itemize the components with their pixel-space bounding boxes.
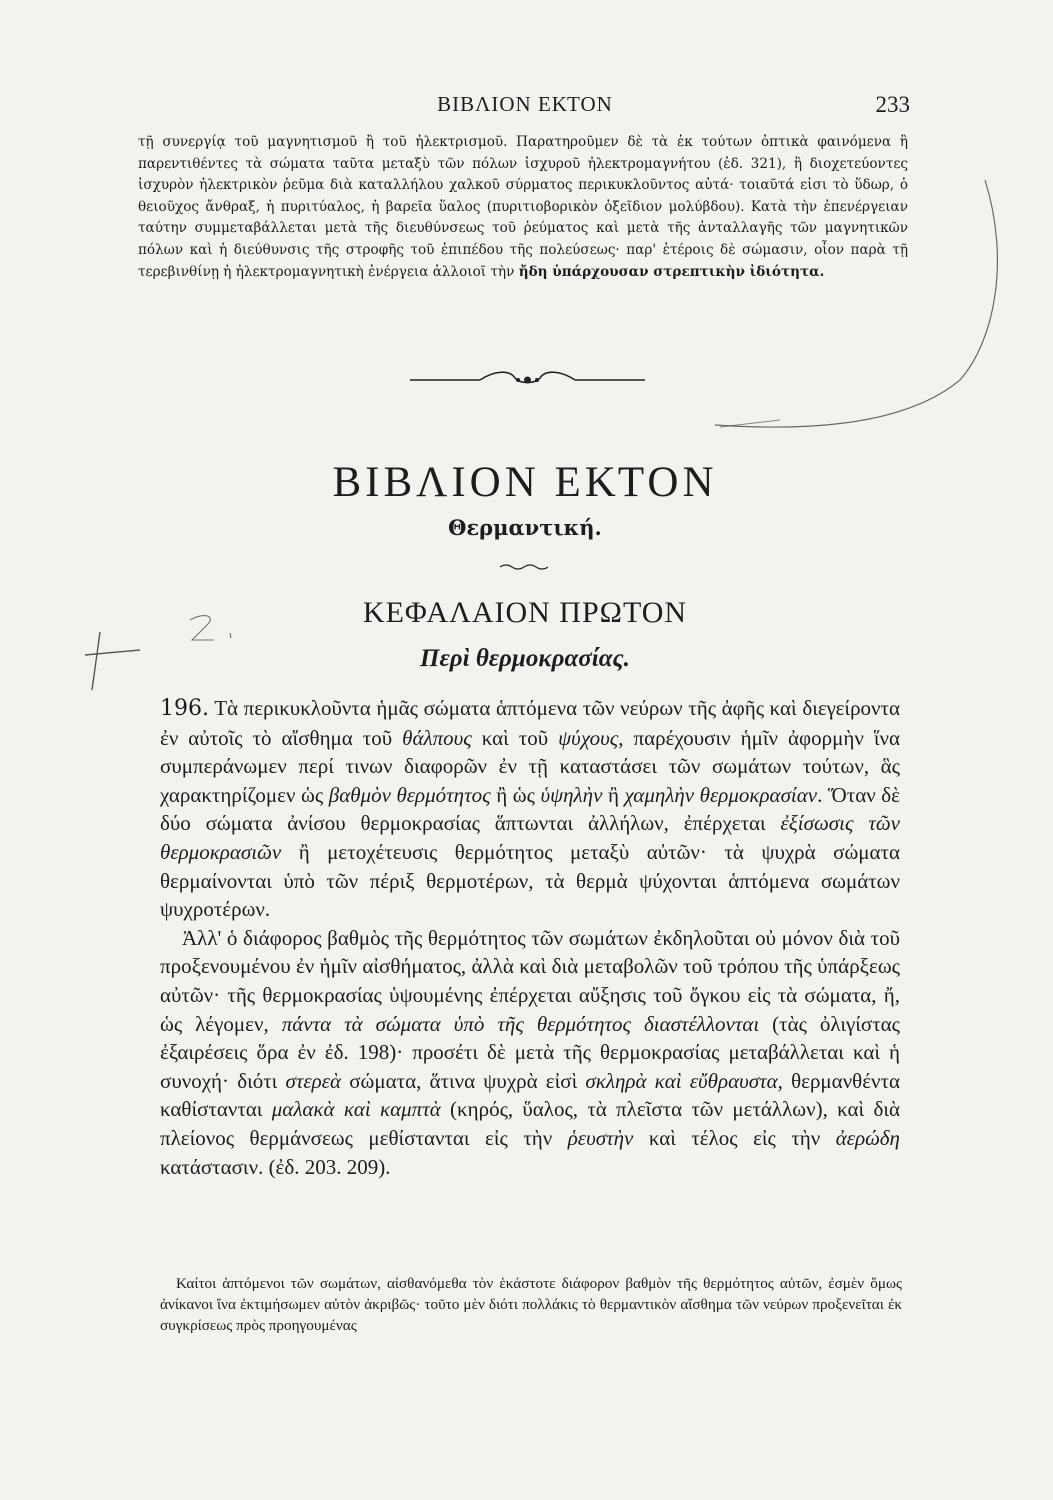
italic-term: πάντα τὰ σώματα ὑπὸ τῆς θερμότητος διαστέλλονται (281, 1011, 760, 1036)
text-run: , θερμανθέντα καθίστανται (160, 1068, 900, 1122)
text-run: Τὰ περικυκλοῦντα ἡμᾶς σώματα ἁπτόμενα τῶν νεύρων τῆς ἀφῆς καὶ διεγείροντα ἐν αὐτοῖς τὸ αἴσθημα τοῦ (160, 696, 900, 750)
italic-term: βαθμὸν θερμότητος (328, 782, 491, 807)
chapter-subtitle: Περὶ θερμοκρασίας. (420, 645, 630, 672)
running-title: ΒΙΒΛΙΟΝ ΕΚΤΟΝ (437, 92, 613, 116)
book-subtitle: Θερμαντική. (448, 515, 602, 540)
text-run: . Ὅταν δὲ δύο σώματα ἀνίσου θερμοκρασίας ἅπτωνται ἀλλήλων, ἐπέρχεται (160, 782, 900, 836)
book-title: ΒΙΒΛΙΟΝ ΕΚΤΟΝ (332, 459, 718, 506)
small-wavy-rule (500, 562, 548, 572)
italic-term: ἐξίσωσις τῶν θερμοκρασιῶν (160, 811, 900, 864)
italic-term: ῥευστὴν (567, 1125, 634, 1150)
italic-term: σκληρὰ καὶ εὔθραυστα (585, 1068, 778, 1093)
pencil-cross-mark (85, 632, 140, 690)
text-run: , παρέχουσιν ἡμῖν ἀφορμὴν ἵνα συμπεράνωμεν περί τινων διαφορῶν ἐν τῇ καταστάσει τῶν σωμάτων τούτων, ἃς χαρακτηρίζομεν ὡς (160, 725, 901, 807)
top-note-paragraph (138, 132, 908, 283)
text-run: ἢ (602, 782, 625, 807)
text-run: ἢ μετοχέτευσις θερμότητος μεταξὺ αὐτῶν· τὰ ψυχρὰ σώματα θερμαίνονται ὑπὸ τῶν πέριξ θερμοτέρων, τὰ θερμὰ ψύχονται ἁπτόμενα σωμάτων ψυχροτέρων. (160, 839, 900, 922)
top-note-ending: ἤδη ὑπάρχουσαν στρεπτικὴν ἰδιότητα. (518, 263, 825, 280)
body-text (160, 694, 900, 1181)
pencil-tick (720, 420, 780, 427)
text-run: καὶ τέλος εἰς τὴν (633, 1125, 836, 1150)
paragraph-196 (160, 694, 900, 924)
italic-term: στερεὰ (285, 1068, 342, 1093)
text-run: σώματα, ἅτινα ψυχρὰ εἰσὶ (341, 1068, 586, 1093)
text-run: ἢ ὡς (490, 782, 541, 807)
italic-term: χαμηλὴν θερμοκρασίαν (624, 782, 818, 807)
text-run: (τὰς ὀλιγίστας ἐξαιρέσεις ὅρα ἐν ἐδ. 198)· προσέτι δὲ μετὰ τῆς θερμοκρασίας μεταβάλλεται καὶ ἡ συνοχή· διότι (160, 1011, 900, 1093)
paragraph-second (160, 924, 900, 1181)
italic-term: μαλακὰ καὶ καμπτὰ (271, 1097, 441, 1122)
chapter-title: ΚΕΦΑΛΑΙΟΝ ΠΡΩΤΟΝ (362, 596, 688, 629)
text-run: (κηρός, ὕαλος, τὰ πλεῖστα τῶν μετάλλων), καὶ διὰ πλείονος θερμάνσεως μεθίστανται εἰς τὴν (160, 1097, 900, 1150)
ornament-divider (410, 368, 645, 392)
running-header (140, 92, 910, 122)
section-number: 196. (160, 696, 209, 721)
text-run: καὶ τοῦ (471, 725, 559, 750)
italic-term: ὑψηλὴν (540, 782, 603, 807)
italic-term: ψύχους (558, 725, 619, 750)
page-number: 233 (875, 92, 910, 117)
italic-term: ἀερώδη (835, 1125, 900, 1150)
text-run: κατάστασιν. (ἐδ. 203. 209). (160, 1154, 391, 1179)
italic-term: θάλπους (402, 725, 472, 750)
footnote: Καίτοι ἁπτόμενοι τῶν σωμάτων, αἰσθανόμεθα τὸν ἑκάστοτε διάφορον βαθμὸν τῆς θερμότητος αὐτῶν, ἐσμὲν ὅμως ἀνίκανοι ἵνα ἐκτιμήσωμεν αὐτὸν ἀκριβῶς· τοῦτο μὲν διότι πολλάκις τὸ θερμαντικὸν αἴσθημα τῶν νεύρων προξενεῖται ἐκ συγκρίσεως πρὸς προηγουμένας (160, 1275, 902, 1334)
text-run: Ἀλλ' ὁ διάφορος βαθμὸς τῆς θερμότητος τῶν σωμάτων ἐκδηλοῦται οὐ μόνον διὰ τοῦ προξενουμένου ἐν ἡμῖν αἰσθήματος, ἀλλὰ καὶ διὰ μεταβολῶν τοῦ τρόπου τῆς ὑπάρξεως αὐτῶν· τῆς θερμοκρασίας ὑψουμένης ἐπέρχεται αὔξησις τοῦ ὄγκου εἰς τὰ σώματα, ἤ, ὡς λέγομεν, (160, 925, 900, 1036)
top-note-text: τῇ συνεργίᾳ τοῦ μαγνητισμοῦ ἢ τοῦ ἠλεκτρισμοῦ. Παρατηροῦμεν δὲ τὰ ἐκ τούτων ὀπτικὰ φαινόμενα ἢ παρεντιθέντες τὰ σώματα ταῦτα μεταξὺ τῶν πόλων ἰσχυροῦ ἠλεκτρομαγνήτου (ἐδ. 321), ἢ διοχετεύοντες ἰσχυρὸν ἠλεκτρικὸν ῥεῦμα διὰ καταλλήλου χαλκοῦ σύρματος περικυκλοῦντος αὐτά· τοιαῦτά εἰσι τὸ ὕδωρ, ὁ θειοῦχος ἄνθραξ, ἡ πυριτύαλος, ἡ βαρεῖα ὕαλος (πυριτιοβορικὸν ὀξεῖδιον μολύβδου). Κατὰ τὴν ἐπενέργειαν ταύτην συμμεταβάλλεται μετὰ τῆς διευθύνσεως τοῦ ῥεύματος καὶ μετὰ τῆς ἀνταλλαγῆς τῶν μαγνητικῶν πόλων καὶ ἡ διεύθυνσις τῆς στροφῆς τοῦ ἐπιπέδου τῆς πολεύσεως· παρ' ἑτέροις δὲ σώμασιν, οἷον παρὰ τῇ τερεβινθίνῃ ἡ ἠλεκτρομαγνητικὴ ἐνέργεια ἀλλοιοῖ τὴν (138, 134, 908, 280)
